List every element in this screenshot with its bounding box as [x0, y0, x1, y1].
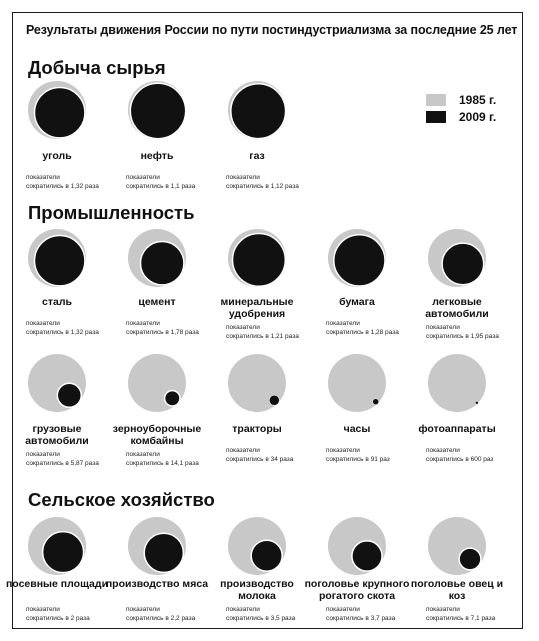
note-prefix: показатели	[226, 324, 260, 331]
legend-swatch-2009	[426, 111, 446, 123]
item-note	[426, 447, 493, 464]
note-prefix: показатели	[26, 174, 60, 181]
legend-label-1985: 1985 г.	[459, 93, 497, 107]
item-note	[126, 174, 195, 191]
note-text: сократились в 600 раз	[426, 455, 494, 463]
item-label: уголь	[42, 150, 72, 162]
item-label: поголовье крупного рогатого скота	[304, 578, 410, 602]
item-note	[26, 174, 99, 191]
note-text: сократились в 1,12 раза	[226, 182, 299, 190]
note-text: сократились в 1,32 раза	[26, 182, 99, 190]
item-label: минеральные удобрения	[220, 296, 294, 320]
item-note	[426, 606, 495, 623]
note-prefix: показатели	[226, 174, 260, 181]
note-text: сократились в 5,87 раза	[26, 459, 99, 467]
note-prefix: показатели	[326, 320, 360, 327]
item-note	[326, 447, 390, 464]
note-text: сократились в 2,2 раза	[126, 614, 196, 622]
section-title-agriculture: Сельское хозяйство	[28, 489, 215, 510]
item-label: нефть	[140, 150, 174, 162]
note-text: сократились в 1,28 раза	[326, 328, 399, 336]
note-text: сократились в 14,1 раза	[126, 459, 199, 467]
note-prefix: показатели	[426, 447, 460, 454]
note-prefix: показатели	[26, 320, 60, 327]
item-note	[26, 606, 90, 623]
note-prefix: показатели	[426, 606, 460, 613]
note-text: сократились в 1,78 раза	[126, 328, 199, 336]
note-prefix: показатели	[326, 606, 360, 613]
item-note	[226, 174, 299, 191]
item-label: производство мяса	[105, 578, 209, 590]
note-text: сократились в 1,21 раза	[226, 332, 299, 340]
note-prefix: показатели	[326, 447, 360, 454]
note-text: сократились в 3,5 раза	[226, 614, 296, 622]
note-prefix: показатели	[26, 606, 60, 613]
item-note	[126, 606, 195, 623]
item-label: поголовье овец и коз	[410, 578, 504, 602]
infographic-title: Результаты движения России по пути постиндустриализма за последние 25 лет	[26, 23, 518, 37]
section-title-raw-materials: Добыча сырья	[28, 57, 166, 78]
note-prefix: показатели	[126, 606, 160, 613]
note-text: сократились в 91 раз	[326, 455, 390, 463]
note-text: сократились в 1,1 раза	[126, 182, 196, 190]
item-note	[26, 451, 99, 468]
item-note	[326, 606, 395, 623]
note-prefix: показатели	[126, 451, 160, 458]
item-label: производство молока	[220, 578, 294, 602]
item-note	[226, 447, 293, 464]
item-note	[226, 324, 299, 341]
item-label: цемент	[138, 296, 176, 308]
legend-swatch-1985	[426, 94, 446, 106]
note-prefix: показатели	[126, 320, 160, 327]
item-label: легковые автомобили	[425, 296, 489, 320]
note-prefix: показатели	[226, 447, 260, 454]
note-text: сократились в 7,1 раза	[426, 614, 496, 622]
item-label: грузовые автомобили	[25, 423, 89, 447]
item-label: фотоаппараты	[418, 423, 496, 435]
item-label: часы	[343, 423, 371, 435]
item-note	[326, 320, 399, 337]
item-note	[226, 606, 295, 623]
note-text: сократились в 2 раза	[26, 614, 90, 622]
item-label: посевные площади	[5, 578, 109, 590]
note-prefix: показатели	[26, 451, 60, 458]
item-note	[426, 324, 499, 341]
note-text: сократились в 3,7 раза	[326, 614, 396, 622]
item-label: сталь	[42, 296, 72, 308]
section-title-industry: Промышленность	[28, 202, 195, 223]
item-label: зерноуборочные комбайны	[112, 423, 202, 447]
item-note	[26, 320, 99, 337]
note-prefix: показатели	[426, 324, 460, 331]
note-text: сократились в 1,32 раза	[26, 328, 99, 336]
item-label: тракторы	[232, 423, 282, 435]
item-note	[126, 320, 199, 337]
note-text: сократились в 1,95 раза	[426, 332, 499, 340]
item-label: газ	[249, 150, 265, 162]
item-note	[126, 451, 199, 468]
note-text: сократились в 34 раза	[226, 455, 294, 463]
note-prefix: показатели	[226, 606, 260, 613]
note-prefix: показатели	[126, 174, 160, 181]
item-label: бумага	[339, 296, 375, 308]
legend-label-2009: 2009 г.	[459, 110, 497, 124]
